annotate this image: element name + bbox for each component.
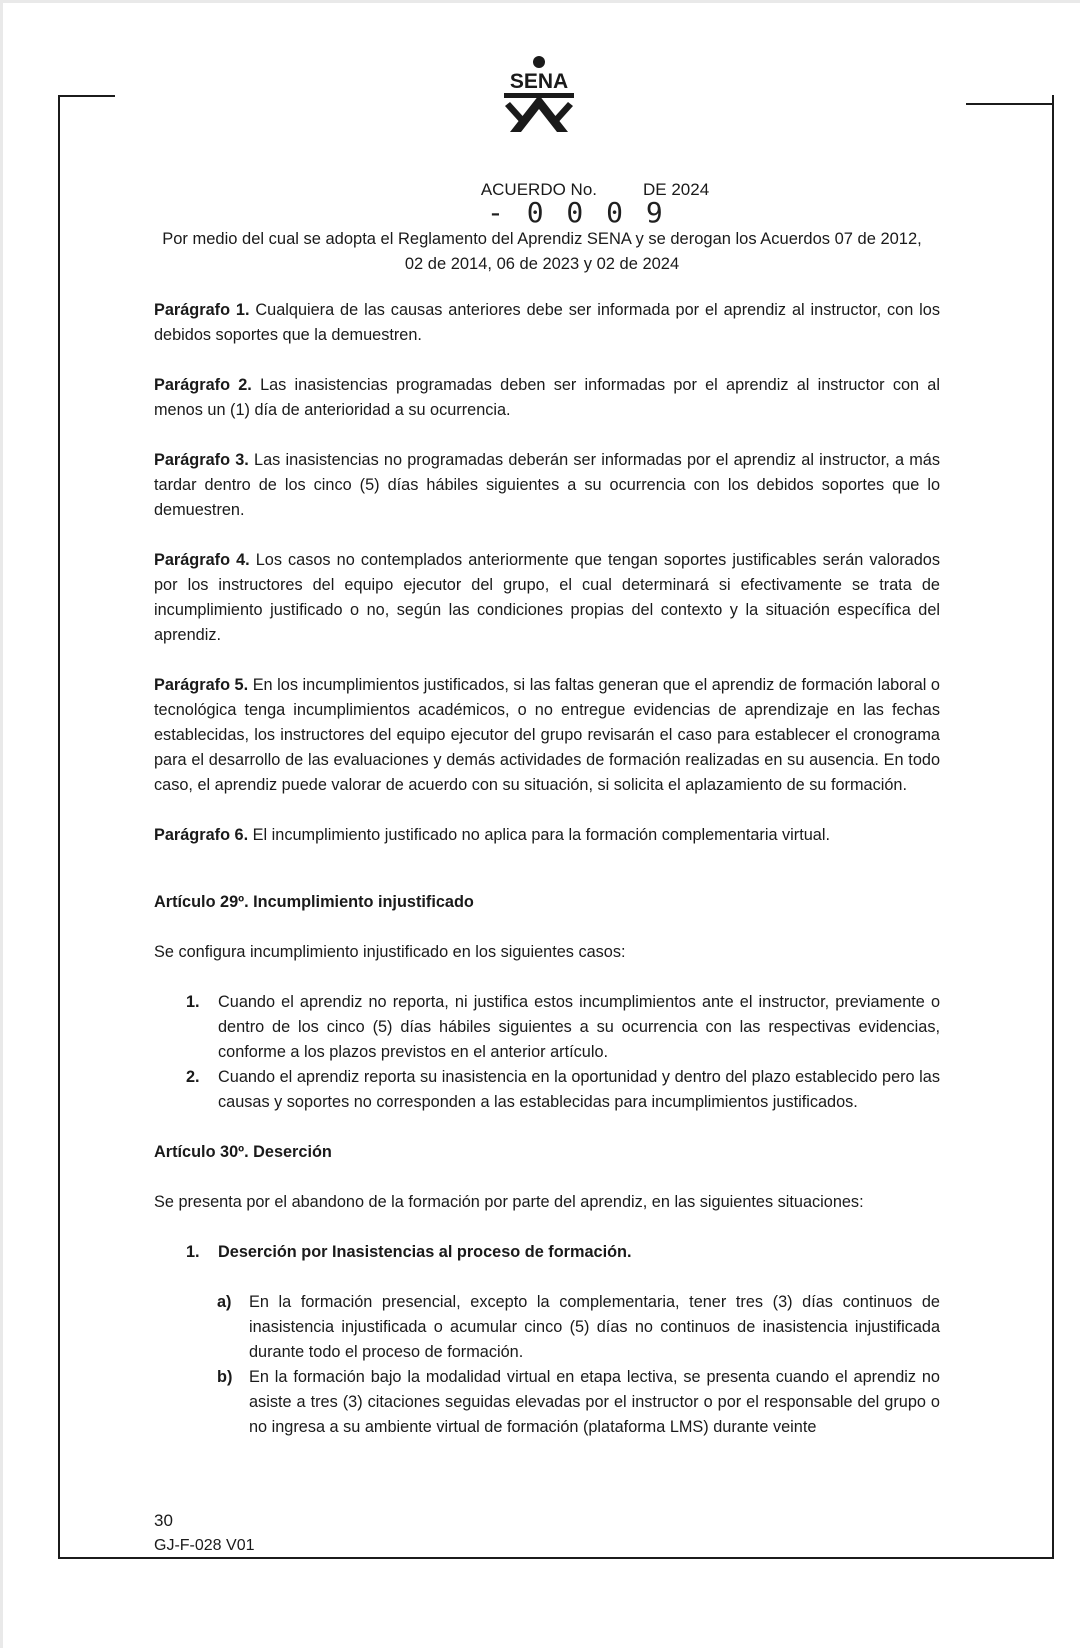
paragraph: [154, 373, 940, 423]
paragraph: [154, 823, 940, 848]
paragraph: [154, 548, 940, 648]
sena-logo: [488, 52, 590, 134]
list-item: [154, 990, 940, 1065]
sublist-marker: a): [217, 1293, 232, 1311]
article-29-intro: Se configura incumplimiento injustificado en los siguientes casos:: [154, 943, 626, 961]
list-marker: 2.: [186, 1068, 200, 1086]
paragraph-label: Parágrafo 3.: [154, 451, 249, 469]
list-item: [154, 1065, 940, 1115]
paragraph-label: Parágrafo 2.: [154, 376, 252, 394]
sublist-item: [154, 1290, 940, 1365]
paragraph-label: Parágrafo 5.: [154, 676, 249, 694]
frame-top-left-line: [58, 95, 115, 97]
article-30-heading: Artículo 30º. Deserción: [154, 1143, 332, 1161]
article-30-sublist: [154, 1290, 940, 1440]
article-29-list: [154, 990, 940, 1115]
article-30-list: [154, 1240, 940, 1265]
paragraph-label: Parágrafo 1.: [154, 301, 250, 319]
sublist-item-text: En la formación bajo la modalidad virtual en etapa lectiva, se presenta cuando el aprendiz no asiste a tres (3) citaciones seguidas elevadas por el instructor o por el responsable del grupo o no ingresa a su ambiente virtual de formación (plataforma LMS) durante veinte: [249, 1368, 940, 1436]
acuerdo-year: DE 2024: [643, 180, 710, 199]
list-item-text: Cuando el aprendiz no reporta, ni justifica estos incumplimientos ante el instructor, previamente o dentro de los cinco (5) días hábiles siguientes a su ocurrencia con las respectivas evidencias, conforme a los plazos previstos en el anterior artículo.: [218, 993, 940, 1061]
list-marker: 1.: [186, 993, 200, 1011]
document-body: [154, 298, 940, 1440]
list-item-text: Deserción por Inasistencias al proceso de formación.: [218, 1243, 632, 1261]
paragraph-text: Los casos no contemplados anteriormente que tengan soportes justificables serán valorados por los instructores del equipo ejecutor del grupo, el cual determinará si efectivamente se trata de incumplimiento justificado o no, según las condiciones propias del contexto y la situación específica del aprendiz.: [154, 551, 940, 644]
paragraph-text: En los incumplimientos justificados, si las faltas generan que el aprendiz de formación laboral o tecnológica tenga incumplimientos académicos, o no entregue evidencias de aprendizaje en las fechas establecidas, los instructores del equipo ejecutor del grupo revisarán el caso para establecer el cronograma para el desarrollo de las evaluaciones y demás actividades de formación realizadas en su ausencia. En todo caso, el aprendiz puede valorar de acuerdo con su situación, si solicita el aplazamiento de su formación.: [154, 676, 940, 794]
sublist-item: [154, 1365, 940, 1440]
form-code: GJ-F-028 V01: [154, 1537, 255, 1554]
logo-text: SENA: [509, 70, 569, 93]
list-item-text: Cuando el aprendiz reporta su inasistencia en la oportunidad y dentro del plazo establecido pero las causas y soportes no corresponden a las establecidas para incumplimientos justificados.: [218, 1068, 940, 1111]
acuerdo-label: ACUERDO No.: [480, 180, 597, 199]
article-30-intro: Se presenta por el abandono de la formación por parte del aprendiz, en las siguientes situaciones:: [154, 1193, 864, 1211]
paragraph: [154, 298, 940, 348]
frame-top-right-line: [966, 103, 1054, 105]
article-29-heading: Artículo 29º. Incumplimiento injustificado: [154, 893, 474, 911]
paragraph-text: Cualquiera de las causas anteriores debe ser informada por el aprendiz al instructor, con los debidos soportes que la demuestren.: [154, 301, 940, 344]
list-marker: 1.: [186, 1243, 200, 1261]
paragraph: [154, 673, 940, 798]
paragraph-text: El incumplimiento justificado no aplica para la formación complementaria virtual.: [248, 826, 830, 844]
paragraph-label: Parágrafo 4.: [154, 551, 250, 569]
page-edge: [0, 0, 1080, 3]
paragraph-text: Las inasistencias programadas deben ser informadas por el aprendiz al instructor con al menos un (1) día de anterioridad a su ocurrencia.: [154, 376, 940, 419]
page-edge: [0, 0, 3, 1648]
paragraph-label: Parágrafo 6.: [154, 826, 249, 844]
document-subtitle: Por medio del cual se adopta el Reglamento del Aprendiz SENA y se derogan los Acuerdos 07 de 2012, 02 de 2014, 06 de 2023 y 02 de 2024: [162, 230, 922, 273]
list-item: [154, 1240, 940, 1265]
page-number: 30: [154, 1511, 173, 1530]
sublist-marker: b): [217, 1368, 233, 1386]
paragraph: [154, 448, 940, 523]
sublist-item-text: En la formación presencial, excepto la complementaria, tener tres (3) días continuos de inasistencia injustificada o acumular cinco (5) días no continuos de inasistencia injustificada durante todo el proceso de formación.: [249, 1293, 940, 1361]
acuerdo-number-stamp: - 0 0 0 9: [487, 196, 666, 229]
paragraph-text: Las inasistencias no programadas deberán ser informadas por el aprendiz al instructor, a más tardar dentro de los cinco (5) días hábiles siguientes a su ocurrencia con los debidos soportes que lo demuestren.: [154, 451, 940, 519]
